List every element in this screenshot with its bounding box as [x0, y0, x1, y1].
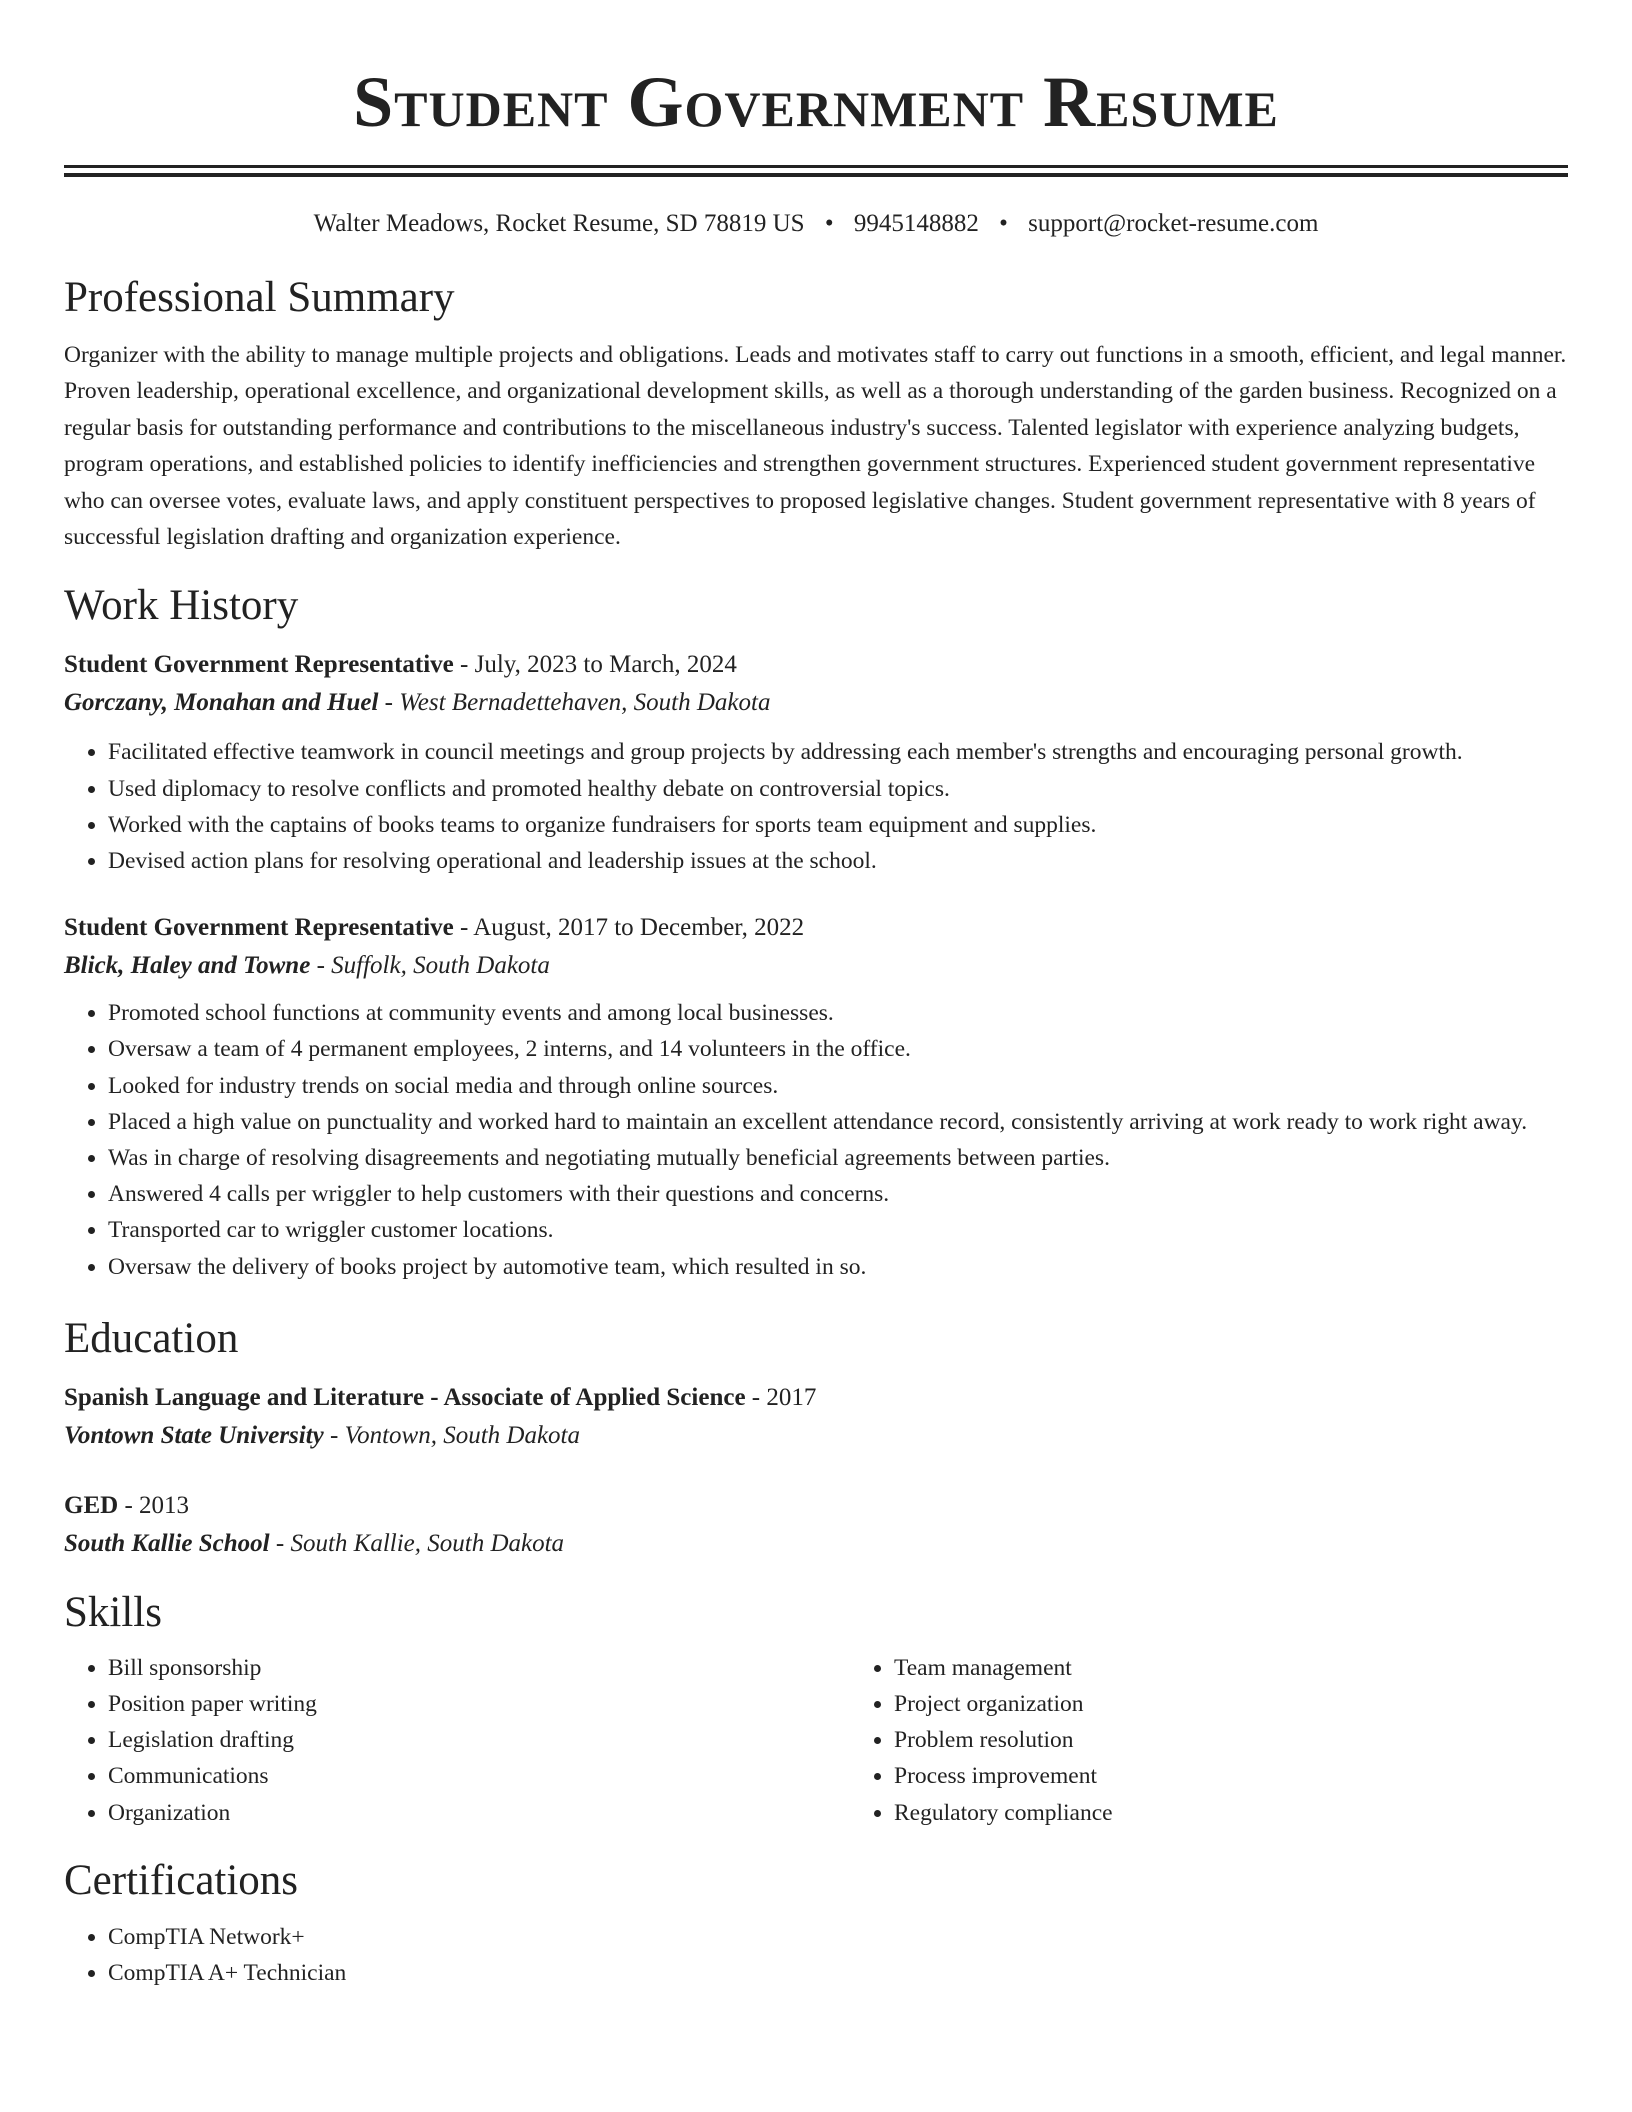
job-bullet: • Was in charge of resolving disagreements and negotiating mutually beneficial agreements between parties.: [108, 1140, 1568, 1176]
certifications-list: [64, 1919, 1568, 1991]
summary-text: Organizer with the ability to manage multiple projects and obligations. Leads and motivates staff to carry out functions in a smooth, efficient, and legal manner. Proven leadership, operational excellence, and organizational development skills, as well as a thorough understanding of the garden business. Recognized on a regular basis for outstanding performance and contributions to the miscellaneous industry's success. Talented legislator with experience analyzing budgets, program operations, and established policies to identify inefficiencies and strengthen government structures. Experienced student government representative who can oversee votes, evaluate laws, and apply constituent perspectives to proposed legislative changes. Student government representative with 8 years of successful legislation drafting and organization experience.: [64, 342, 1567, 551]
job-company: Gorczany, Monahan and Huel: [64, 689, 379, 717]
job-bullet: • Facilitated effective teamwork in council meetings and group projects by addressing each member's strengths and encouraging personal growth.: [108, 734, 1568, 770]
education-heading: Education: [64, 1314, 239, 1362]
skills-list-left: [64, 1650, 850, 1831]
certifications-heading: Certifications: [64, 1856, 299, 1904]
job-bullet: • Oversaw a team of 4 permanent employees, 2 interns, and 14 volunteers in the office.: [108, 1031, 1568, 1067]
education-location: - South Kallie, South Dakota: [269, 1529, 565, 1557]
contact-line: [64, 207, 1568, 241]
job-company: Blick, Haley and Towne: [64, 952, 311, 980]
job-bullet: • Devised action plans for resolving operational and leadership issues at the school.: [108, 843, 1568, 879]
education-year: - 2017: [745, 1383, 817, 1411]
certification-item: • CompTIA A+ Technician: [108, 1955, 1568, 1991]
skill-item: • Process improvement: [894, 1758, 1632, 1794]
education-school: South Kallie School: [64, 1529, 270, 1557]
job-bullet: • Oversaw the delivery of books project by automotive team, which resulted in so.: [108, 1249, 1568, 1285]
job-title: Student Government Representative: [64, 651, 454, 679]
summary-heading: Professional Summary: [64, 274, 455, 321]
job-bullet: • Worked with the captains of books teams to organize fundraisers for sports team equipment and supplies.: [108, 807, 1568, 843]
job-bullet-list: [64, 995, 1568, 1285]
job-company-line: [64, 947, 1568, 985]
skills-columns: [64, 1650, 1568, 1831]
job-location: - Suffolk, South Dakota: [310, 952, 550, 980]
page-title: Student Government Resume: [353, 62, 1279, 142]
job-bullet: • Answered 4 calls per wriggler to help customers with their questions and concerns.: [108, 1176, 1568, 1212]
skill-item: • Organization: [108, 1795, 850, 1831]
education-degree: Spanish Language and Literature - Associate of Applied Science: [64, 1383, 746, 1411]
skills-list-right: [850, 1650, 1632, 1831]
contact-phone: 9945148882: [853, 210, 979, 237]
job-title: Student Government Representative: [64, 914, 454, 942]
education-school-line: [64, 1525, 1568, 1563]
job-bullet: • Promoted school functions at community events and among local businesses.: [108, 995, 1568, 1031]
job-bullet: • Used diplomacy to resolve conflicts and promoted healthy debate on controversial topics.: [108, 771, 1568, 807]
certification-item: • CompTIA Network+: [108, 1919, 1568, 1955]
job-title-line: [64, 909, 1568, 947]
skills-heading: Skills: [64, 1588, 162, 1636]
education-degree: GED: [64, 1491, 119, 1519]
job-bullet-list: [64, 734, 1568, 879]
education-degree-line: [64, 1487, 1568, 1525]
contact-email: support@rocket-resume.com: [1028, 210, 1319, 237]
job-dates: - August, 2017 to December, 2022: [453, 914, 805, 942]
job-bullet: • Placed a high value on punctuality and worked hard to maintain an excellent attendance record, consistently arriving at work ready to work right away.: [108, 1104, 1568, 1140]
job-bullet: • Looked for industry trends on social media and through online sources.: [108, 1068, 1568, 1104]
job-company-line: [64, 684, 1568, 722]
contact-separator: •: [999, 210, 1008, 237]
education-location: - Vontown, South Dakota: [323, 1421, 581, 1449]
education-year: - 2013: [118, 1491, 190, 1519]
contact-separator: •: [824, 210, 834, 237]
job-location: - West Bernadettehaven, South Dakota: [378, 689, 771, 717]
skill-item: • Problem resolution: [894, 1722, 1632, 1758]
education-school: Vontown State University: [64, 1421, 324, 1449]
education-degree-line: [64, 1379, 1568, 1417]
skill-item: • Position paper writing: [108, 1686, 850, 1722]
skill-item: • Legislation drafting: [108, 1722, 850, 1758]
job-bullet: • Transported car to wriggler customer locations.: [108, 1212, 1568, 1248]
job-dates: - July, 2023 to March, 2024: [453, 651, 737, 679]
contact-address: Walter Meadows, Rocket Resume, SD 78819 US: [313, 210, 805, 237]
education-school-line: [64, 1417, 1568, 1455]
skill-item: • Project organization: [894, 1686, 1632, 1722]
skill-item: • Communications: [108, 1758, 850, 1794]
skill-item: • Team management: [894, 1650, 1632, 1686]
work-history-heading: Work History: [64, 582, 299, 630]
skill-item: • Bill sponsorship: [108, 1650, 850, 1686]
skill-item: • Regulatory compliance: [894, 1795, 1632, 1831]
job-title-line: [64, 646, 1568, 684]
title-divider: [64, 165, 1568, 177]
